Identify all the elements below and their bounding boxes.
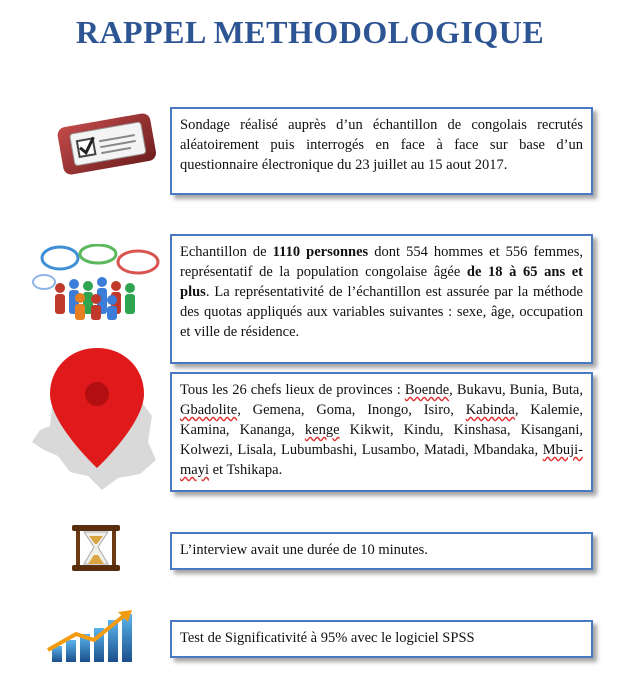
city-gbadolite: Gbadolite — [180, 402, 238, 418]
sample-text-1: Echantillon de — [180, 244, 273, 260]
duration-text: L’interview avait une durée de 10 minutes. — [180, 542, 428, 558]
cities-text: Kikwit, Kindu, Kinshasa, Kisangani, Kolwezi, Lisala, Lubumbashi, Lusambo, Matadi, Mbandaka, — [180, 422, 583, 458]
people-group-icon — [30, 244, 166, 324]
page-title: RAPPEL METHODOLOGIQUE — [75, 14, 545, 50]
sample-text-2: dont 554 hommes et 556 femmes, représentatif de la population congolaise âgée — [180, 244, 584, 280]
survey-method-text: Sondage réalisé auprès d’un échantillon de congolais recrutés aléatoirement puis interrogés en face à face sur base d’un questionnaire électronique du 23 juillet au 15 aout 2017. — [180, 117, 583, 173]
cities-text: et Tshikapa. — [209, 462, 283, 478]
cities-text: , Gemena, Goma, Inongo, Isiro, — [237, 402, 466, 418]
sample-description-box — [170, 234, 593, 364]
sample-size: 1110 personnes — [272, 244, 369, 260]
significance-box — [170, 620, 593, 658]
city-mbuji-mayi: Mbuji- mayi — [180, 442, 583, 478]
survey-method-box — [170, 107, 593, 195]
city-kenge: kenge — [304, 422, 340, 438]
sample-text-3: . La représentativité de l’échantillon est assurée par la méthode des quotas appliqués aux variables suivantes : sexe, âge, occupation et ville de résidence. — [180, 284, 583, 340]
growth-chart-icon — [46, 606, 138, 666]
city-boende: Boende — [404, 382, 450, 398]
city-kabinda: Kabinda — [465, 402, 515, 418]
sample-age-range: de 18 à 65 ans et plus — [180, 264, 583, 300]
cities-text: , Kalemie, Kamina, Kananga, — [180, 402, 583, 438]
cities-text: , Bukavu, Bunia, Buta, — [449, 382, 583, 398]
ballot-checkbox-icon — [52, 110, 162, 180]
duration-box — [170, 532, 593, 570]
map-pin-icon — [22, 346, 172, 494]
significance-text: Test de Significativité à 95% avec le logiciel SPSS — [180, 630, 475, 646]
cities-text: Tous les 26 chefs lieux de provinces : — [180, 382, 405, 398]
hourglass-icon — [70, 523, 122, 573]
cities-box — [170, 372, 593, 492]
